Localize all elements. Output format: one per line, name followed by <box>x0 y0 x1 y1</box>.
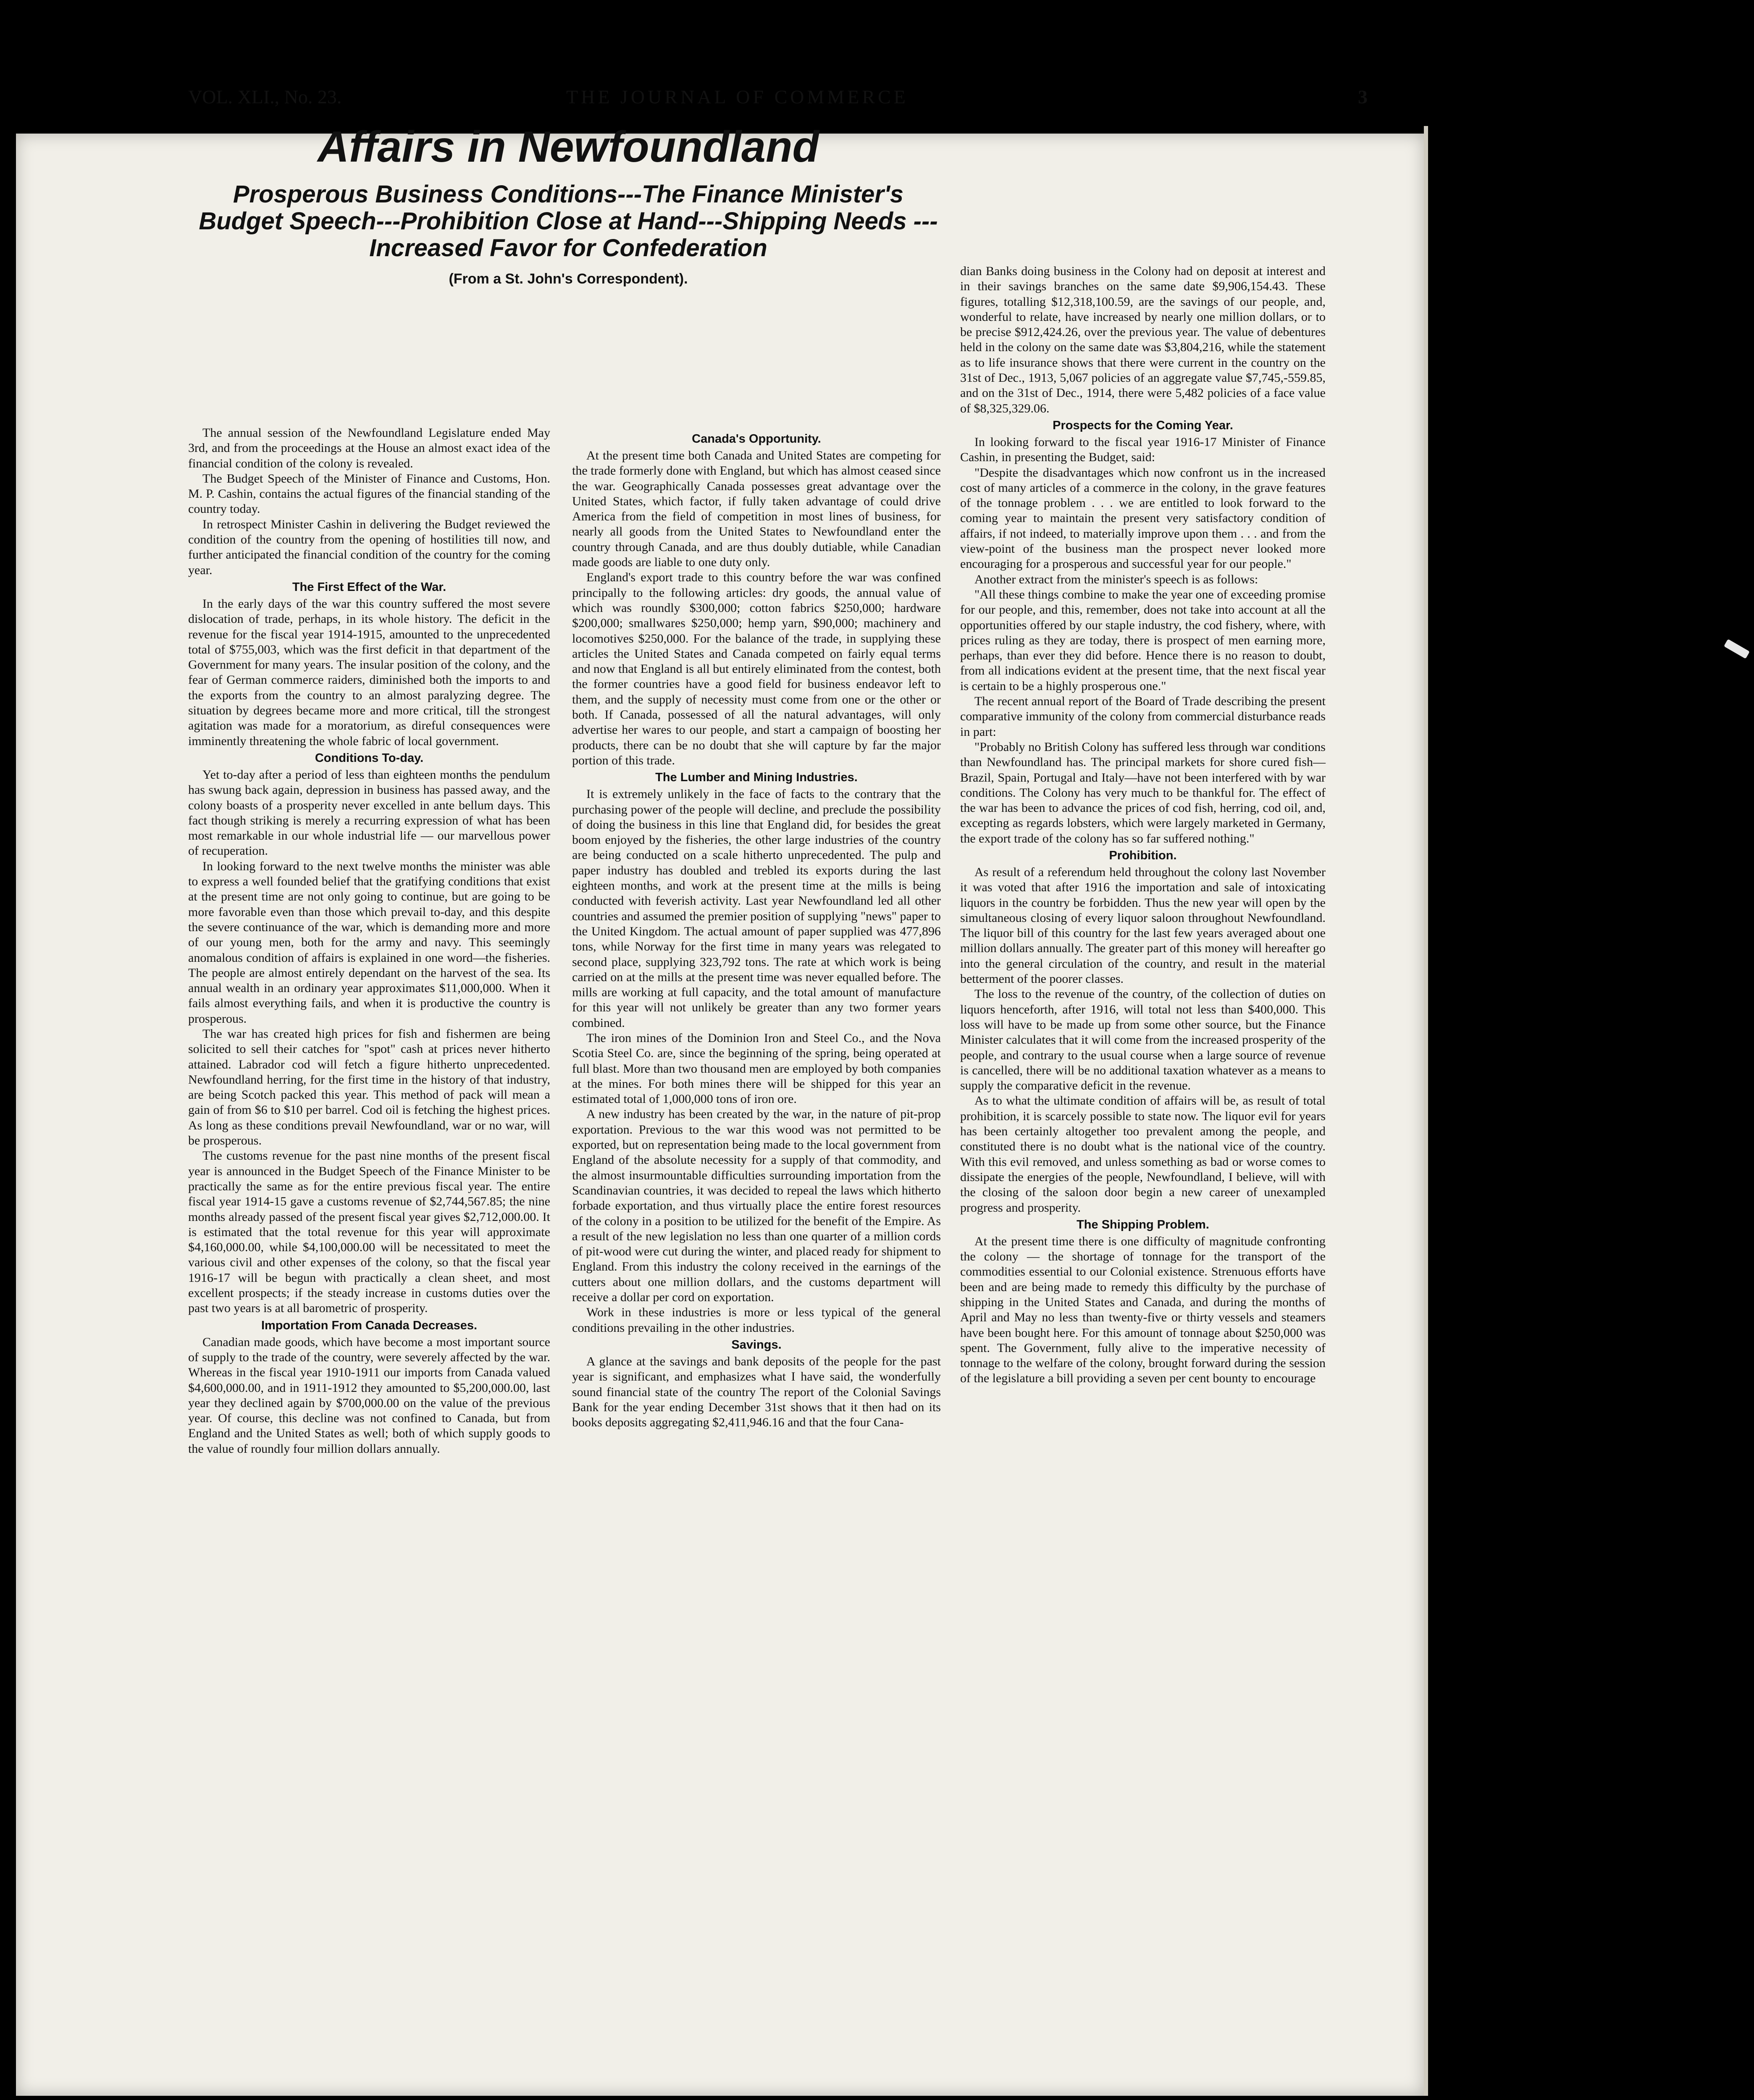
paragraph: A new industry has been created by the war, in the nature of pit-prop exportation. Previous to the war this wood was not permitted to be exported, but on representation being made to the local government from England of the absolute necessity for a supply of that commodity, and the almost insurmountable difficulties surrounding importation from the Scandinavian countries, it was decided to repeal the laws which hitherto forbade exportation, and thus virtually place the entire forest resources of the colony in a position to be utilized for the benefit of the Empire. As a result of the new legislation no less than one quarter of a million cords of pit-wood were cut during the winter, and placed ready for shipment to England. From this industry the colony received in the earnings of the cutters about one million dollars, and the customs department will receive a dollar per cord on exportation. <box>572 1107 941 1305</box>
paragraph: It is extremely unlikely in the face of facts to the contrary that the purchasing power of the people will decline, and preclude the possibility of doing the business in this line that England did, for besides the great boom enjoyed by the fisheries, the other large industries of the country are being conducted on a scale hitherto unprecedented. The pulp and paper industry has doubled and trebled its exports during the last eighteen months, and work at the present time at the mills is being conducted with feverish activity. Last year Newfoundland led all other countries and assumed the premier position of supplying "news" paper to the United Kingdom. The actual amount of paper supplied was 477,896 tons, while Norway for the first time in many years was relegated to second place, supplying 323,792 tons. The rate at which work is being carried on at the mills at the present time was never equalled before. The mills are working at full capacity, and the total amount of manufacture for this year will not unlikely be greater than any two former years combined. <box>572 787 941 1030</box>
paragraph: At the present time there is one difficulty of magnitude confronting the colony — the shortage of tonnage for the transport of the commodities essential to our Colonial existence. Strenuous efforts have been and are being made to remedy this difficulty by the purchase of shipping in the United States and Canada, and during the months of April and May no less than twenty-five or thirty vessels and steamers have been bought here. For this amount of tonnage about $250,000 was spent. The Government, fully alive to the imperative necessity of tonnage to the welfare of the colony, brought forward during the session of the legislature a bill providing a seven per cent bounty to encourage <box>960 1234 1326 1386</box>
paragraph: As to what the ultimate condition of affairs will be, as result of total prohibition, it is scarcely possible to state now. The liquor evil for years has been certainly altogether too prevalent among the people, and constituted there is no doubt what is the national vice of the country. With this evil removed, and unless something as bad or worse comes to dissipate the energies of the people, Newfoundland, I believe, will with the closing of the saloon door begin a new career of unexampled progress and prosperity. <box>960 1094 1326 1215</box>
section-heading: Conditions To-day. <box>315 751 424 765</box>
column-2 <box>572 430 941 1430</box>
article-byline: (From a St. John's Correspondent). <box>449 271 688 287</box>
column-3 <box>960 264 1326 1386</box>
section-heading: Prohibition. <box>1109 848 1177 862</box>
paragraph: Yet to-day after a period of less than eighteen months the pendulum has swung back again, depression in business has passed away, and the colony boasts of a prosperity never excelled in ante bellum days. This fact though striking is merely a recurring expression of what has been most remarkable in our whole industrial life — our marvellous power of recuperation. <box>188 767 550 858</box>
paragraph: "Despite the disadvantages which now confront us in the increased cost of many articles of a commerce in the colony, in the grave features of the tonnage problem . . . we are entitled to look forward to the coming year to maintain the present very satisfactory condition of affairs, if not indeed, to materially improve upon them . . . and from the view-point of the business man the prospect never looked more encouraging for a prosperous and successful year for our people." <box>960 465 1326 571</box>
section-heading: Importation From Canada Decreases. <box>261 1318 478 1332</box>
article-subtitle: Prosperous Business Conditions---The Finance Minister's Budget Speech---Prohibition Close at Hand---Shipping Needs ---Increased Favor for Confederation <box>199 181 938 262</box>
paragraph: Another extract from the minister's speech is as follows: <box>974 572 1258 586</box>
section-heading: Savings. <box>731 1338 782 1352</box>
article-title: Affairs in Newfoundland <box>317 123 819 171</box>
paragraph: Canadian made goods, which have become a most important source of supply to the trade of the country, were severely affected by the war. Whereas in the fiscal year 1910-1911 our imports from Canada valued $4,600,000.00, and in 1911-1912 they amounted to $5,200,000.00, last year they declined again by $700,000.00 on the value of the previous year. Of course, this decline was not confined to Canada, but from England and the United States as well; both of which supply goods to the value of roundly four million dollars annually. <box>188 1335 550 1456</box>
paragraph: The Budget Speech of the Minister of Finance and Customs, Hon. M. P. Cashin, contains the actual figures of the financial standing of the country today. <box>188 471 550 516</box>
paragraph: Work in these industries is more or less typical of the general conditions prevailing in the other industries. <box>572 1305 941 1335</box>
section-heading: The Shipping Problem. <box>1077 1218 1209 1231</box>
page-edge <box>1424 126 1428 2096</box>
volume-number: VOL. XLI., No. 23. <box>188 86 342 108</box>
section-heading: The Lumber and Mining Industries. <box>655 771 858 785</box>
paragraph: In looking forward to the next twelve months the minister was able to express a well founded belief that the gratifying conditions that exist at the present time are not only going to continue, but are going to be more favorable even than those which prevail to-day, and this despite the severe continuance of the war, which is demanding more and more of our young men, both for the army and navy. This seemingly anomalous condition of affairs is explained in one word—the fisheries. The people are almost entirely dependant on the harvest of the sea. Its annual wealth in an ordinary year approximates $11,000,000. When it fails almost everything fails, and when it is productive the country is prosperous. <box>188 859 550 1026</box>
paragraph: The recent annual report of the Board of Trade describing the present comparative immunity of the colony from commercial disturbance reads in part: <box>960 694 1326 739</box>
paper-scrap <box>1724 639 1750 659</box>
paragraph: As result of a referendum held throughout the colony last November it was voted that after 1916 the importation and sale of intoxicating liquors in the country be forbidden. Thus the new year will open by the simultaneous closing of every liquor saloon throughout Newfoundland. The liquor bill of this country for the last few years averaged about one million dollars annually. The greater part of this money will hereafter go into the general circulation of the country, and result in the material betterment of the poorer classes. <box>960 865 1326 986</box>
section-heading: Prospects for the Coming Year. <box>1053 418 1233 432</box>
section-heading: Canada's Opportunity. <box>692 432 821 446</box>
article-header <box>188 120 948 287</box>
paragraph: The loss to the revenue of the country, of the collection of duties on liquors henceforth, after 1916, will total not less than $400,000. This loss will have to be made up from some other source, but the Finance Minister calculates that it will come from the increased prosperity of the people, and contrary to the usual course when a large source of revenue is cancelled, there will be no additional taxation whatever as a means to supply the comparative deficit in the revenue. <box>960 987 1326 1093</box>
masthead <box>188 86 1368 109</box>
paragraph: dian Banks doing business in the Colony had on deposit at interest and in their savings branches on the same date $9,906,154.43. These figures, totalling $12,318,100.59, are the savings of our people, and, wonderful to relate, have increased by nearly one million dollars, or to be precise $912,424.26, over the previous year. The value of debentures held in the colony on the same date was $3,804,216, while the statement as to life insurance shows that there were current in the country on the 31st of Dec., 1913, 5,067 policies of an aggregate value $7,745,-559.85, and on the 31st of Dec., 1914, there were 5,482 policies of a face value of $8,325,329.06. <box>960 264 1326 415</box>
paragraph: In the early days of the war this country suffered the most severe dislocation of trade, perhaps, in its whole history. The deficit in the revenue for the fiscal year 1914-1915, amounted to the unprecedented total of $755,003, which was the first deficit in that department of the Government for many years. The insular position of the colony, and the fear of German commerce raiders, diminished both the imports to and the exports from the country to an almost paralyzing degree. The situation by degrees became more and more critical, till the strongest agitation was made for a moratorium, as direful consequences were imminently threatening the whole fabric of local government. <box>188 596 550 748</box>
paragraph: The annual session of the Newfoundland Legislature ended May 3rd, and from the proceedings at the House an almost exact idea of the financial condition of the colony is revealed. <box>188 426 550 470</box>
paragraph: At the present time both Canada and United States are competing for the trade formerly done with England, but which has almost ceased since the war. Geographically Canada possesses great advantage over the United States, which factor, if fully taken advantage of could drive America from the field of competition in most lines of business, for nearly all goods from the United States to Newfoundland enter the country through Canada, and are thus doubly dutiable, while Canadian made goods are liable to one duty only. <box>572 449 941 570</box>
paragraph: England's export trade to this country before the war was confined principally to the following articles: dry goods, the annual value of which was roundly $300,000; cotton fabrics $250,000; hardware $200,000; smallwares $250,000; hemp yarn, $90,000; machinery and locomotives $250,000. For the balance of the trade, in supplying these articles the United States and Canada competed on fairly equal terms and now that England is all but entirely eliminated from the contest, both the former countries have a good field for business endeavor left to them, and the supply of necessity must come from one or the other or both. If Canada, possessed of all the natural advantages, will only advertise her wares to our people, and start a campaign of boosting her products, there can be no doubt that she will capture by far the major portion of this trade. <box>572 570 941 767</box>
paragraph: The iron mines of the Dominion Iron and Steel Co., and the Nova Scotia Steel Co. are, since the beginning of the spring, being operated at full blast. More than two thousand men are employed by both companies at the mines. For both mines there will be shipped for this year an estimated total of 1,000,000 tons of iron ore. <box>572 1031 941 1106</box>
paragraph: "All these things combine to make the year one of exceeding promise for our people, and this, remember, does not take into account at all the opportunities offered by our staple industry, the cod fishery, where, with prices ruling as they are today, there is prospect of men earning more, perhaps, than ever they did before. Hence there is no reason to doubt, from all indications evident at the present time, that the next fiscal year is certain to be a highly prosperous one." <box>960 587 1326 693</box>
paragraph: In looking forward to the fiscal year 1916-17 Minister of Finance Cashin, in presenting the Budget, said: <box>960 435 1326 465</box>
paragraph: "Probably no British Colony has suffered less through war conditions than Newfoundland has. The principal markets for shore cured fish—Brazil, Spain, Portugal and Italy—have not been interfered with by war conditions. The Colony has very much to be thankful for. The effect of the war has been to advance the prices of cod fish, herring, cod oil, and, excepting as regards lobsters, which were largely marketed in Germany, the export trade of the colony has so far suffered nothing." <box>960 740 1326 845</box>
paragraph: The war has created high prices for fish and fishermen are being solicited to sell their catches for "spot" cash at prices never hitherto attained. Labrador cod will fetch a figure hitherto unprecedented. Newfoundland herring, for the first time in the history of that industry, are being Scotch packed this year. This method of pack will mean a gain of from $6 to $10 per barrel. Cod oil is fetching the highest prices. As long as these conditions prevail Newfoundland, war or no war, will be prosperous. <box>188 1026 550 1148</box>
paragraph: A glance at the savings and bank deposits of the people for the past year is significant, and emphasizes what I have said, the wonderfully sound financial state of the country The report of the Colonial Savings Bank for the year ending December 31st shows that it then had on its books deposits aggregating $2,411,946.16 and that the four Cana- <box>572 1354 941 1430</box>
newspaper-name: THE JOURNAL OF COMMERCE <box>566 86 909 108</box>
section-heading: The First Effect of the War. <box>292 580 446 594</box>
paragraph: The customs revenue for the past nine months of the present fiscal year is announced in the Budget Speech of the Finance Minister to be practically the same as for the entire previous fiscal year. The entire fiscal year 1914-15 gave a customs revenue of $2,744,567.85; the nine months already passed of the present fiscal year gives $2,712,000.00. It is estimated that the total revenue for this year will approximate $4,160,000.00, while $4,100,000.00 will be necessitated to meet the various civil and other expenses of the colony, so that the fiscal year 1916-17 will be begun with practically a clean sheet, and most excellent prospects; if the steady increase in customs duties over the past two years is at all barometric of prosperity. <box>188 1149 550 1315</box>
column-1 <box>188 425 550 1457</box>
page-number: 3 <box>1358 86 1368 108</box>
paragraph: In retrospect Minister Cashin in delivering the Budget reviewed the condition of the country from the opening of hostilities till now, and further anticipated the financial condition of the country for the coming year. <box>188 517 550 577</box>
